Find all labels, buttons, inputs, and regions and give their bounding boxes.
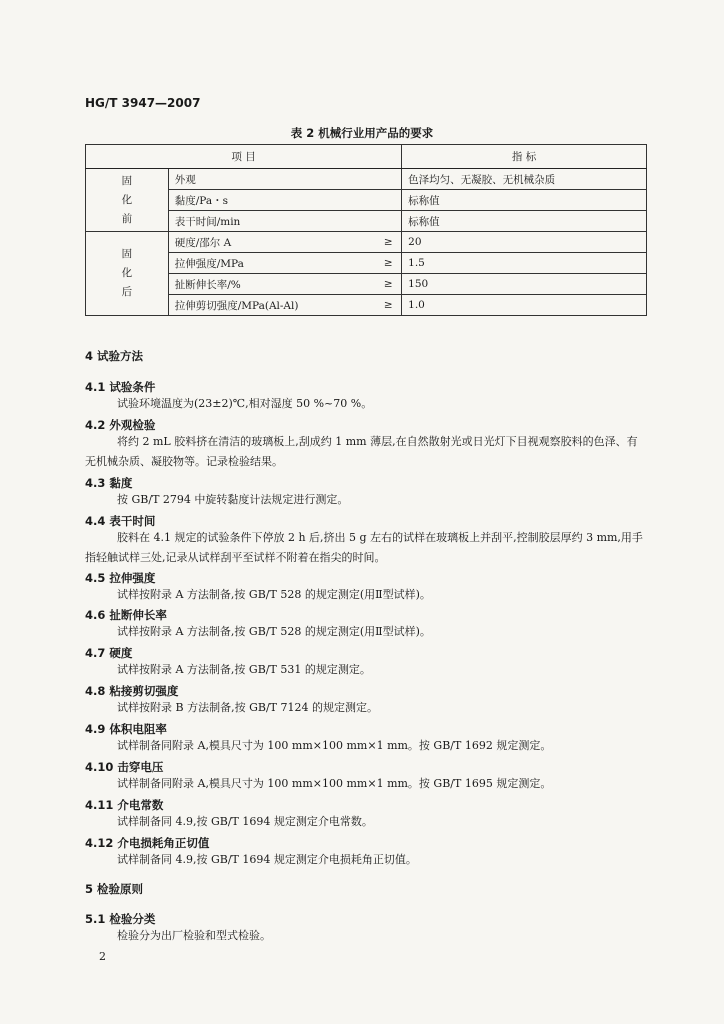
section-heading-5-1: 5.1 检验分类 (85, 912, 156, 926)
item-cell: 外观 (168, 169, 375, 190)
section-heading-5: 5 检验原则 (85, 882, 144, 896)
value-cell: 20 (402, 232, 647, 253)
section-heading-4-10: 4.10 击穿电压 (85, 760, 164, 774)
section-text-4-3: 按 GB/T 2794 中旋转黏度计法规定进行测定。 (117, 493, 349, 506)
value-cell: 标称值 (402, 211, 647, 232)
section-text-4-5: 试样按附录 A 方法制备,按 GB/T 528 的规定测定(用Ⅱ型试样)。 (117, 588, 431, 601)
page-number: 2 (99, 950, 106, 963)
group-label-before-curing: 固 化 前 (86, 169, 169, 232)
section-text-4-6: 试样按附录 A 方法制备,按 GB/T 528 的规定测定(用Ⅱ型试样)。 (117, 625, 431, 638)
section-text-4-8: 试样按附录 B 方法制备,按 GB/T 7124 的规定测定。 (117, 701, 378, 714)
table-row (86, 274, 647, 295)
table-row (86, 190, 647, 211)
operator-cell: ≥ (375, 232, 401, 253)
section-heading-4-9: 4.9 体积电阻率 (85, 722, 167, 736)
column-header-item: 项 目 (86, 145, 402, 169)
section-text-4-1: 试验环境温度为(23±2)℃,相对湿度 50 %~70 %。 (117, 397, 373, 410)
value-cell: 标称值 (402, 190, 647, 211)
group-label-after-curing: 固 化 后 (86, 232, 169, 316)
table-row (86, 253, 647, 274)
operator-cell (375, 211, 401, 232)
value-cell: 色泽均匀、无凝胶、无机械杂质 (402, 169, 647, 190)
item-cell: 扯断伸长率/% (168, 274, 375, 295)
section-heading-4-3: 4.3 黏度 (85, 476, 133, 490)
section-text-4-12: 试样制备同 4.9,按 GB/T 1694 规定测定介电损耗角正切值。 (117, 853, 417, 866)
item-cell: 硬度/邵尔 A (168, 232, 375, 253)
section-text-4-10: 试样制备同附录 A,模具尺寸为 100 mm×100 mm×1 mm。按 GB/T 1695 规定测定。 (117, 777, 552, 790)
section-heading-4-7: 4.7 硬度 (85, 646, 133, 660)
value-cell: 1.0 (402, 295, 647, 316)
table-title: 表 2 机械行业用产品的要求 (290, 126, 434, 140)
section-text-5-1: 检验分为出厂检验和型式检验。 (117, 929, 271, 942)
operator-cell (375, 169, 401, 190)
section-text-4-7: 试样按附录 A 方法制备,按 GB/T 531 的规定测定。 (117, 663, 371, 676)
section-heading-4-11: 4.11 介电常数 (85, 798, 164, 812)
section-heading-4-8: 4.8 粘接剪切强度 (85, 684, 179, 698)
section-heading-4-1: 4.1 试验条件 (85, 380, 156, 394)
column-header-value: 指 标 (402, 145, 647, 169)
item-cell: 黏度/Pa・s (168, 190, 375, 211)
table-row (86, 232, 647, 253)
requirements-table (85, 144, 647, 316)
operator-cell: ≥ (375, 274, 401, 295)
section-text-4-4: 胶料在 4.1 规定的试验条件下停放 2 h 后,挤出 5 g 左右的试样在玻璃板上并刮平,控制胶层厚约 3 mm,用手指轻触试样三处,记录从试样刮平至试样不附着在指尖的时间。 (85, 531, 643, 564)
operator-cell (375, 190, 401, 211)
operator-cell: ≥ (375, 253, 401, 274)
section-text-4-9: 试样制备同附录 A,模具尺寸为 100 mm×100 mm×1 mm。按 GB/T 1692 规定测定。 (117, 739, 552, 752)
section-heading-4-12: 4.12 介电损耗角正切值 (85, 836, 210, 850)
section-heading-4-6: 4.6 扯断伸长率 (85, 608, 167, 622)
section-heading-4-5: 4.5 拉伸强度 (85, 571, 156, 585)
item-cell: 表干时间/min (168, 211, 375, 232)
section-text-4-11: 试样制备同 4.9,按 GB/T 1694 规定测定介电常数。 (117, 815, 373, 828)
section-text-4-2: 将约 2 mL 胶料挤在清洁的玻璃板上,刮成约 1 mm 薄层,在自然散射光或日光灯下目视观察胶料的色泽、有无机械杂质、凝胶物等。记录检验结果。 (85, 435, 638, 468)
operator-cell: ≥ (375, 295, 401, 316)
value-cell: 1.5 (402, 253, 647, 274)
standard-number-header: HG/T 3947—2007 (85, 96, 201, 110)
item-cell: 拉伸强度/MPa (168, 253, 375, 274)
section-heading-4-4: 4.4 表干时间 (85, 514, 156, 528)
value-cell: 150 (402, 274, 647, 295)
item-cell: 拉伸剪切强度/MPa(Al-Al) (168, 295, 375, 316)
table-row (86, 169, 647, 190)
table-row (86, 295, 647, 316)
section-heading-4: 4 试验方法 (85, 349, 144, 363)
table-row (86, 211, 647, 232)
section-heading-4-2: 4.2 外观检验 (85, 418, 156, 432)
table-header-row (86, 145, 647, 169)
